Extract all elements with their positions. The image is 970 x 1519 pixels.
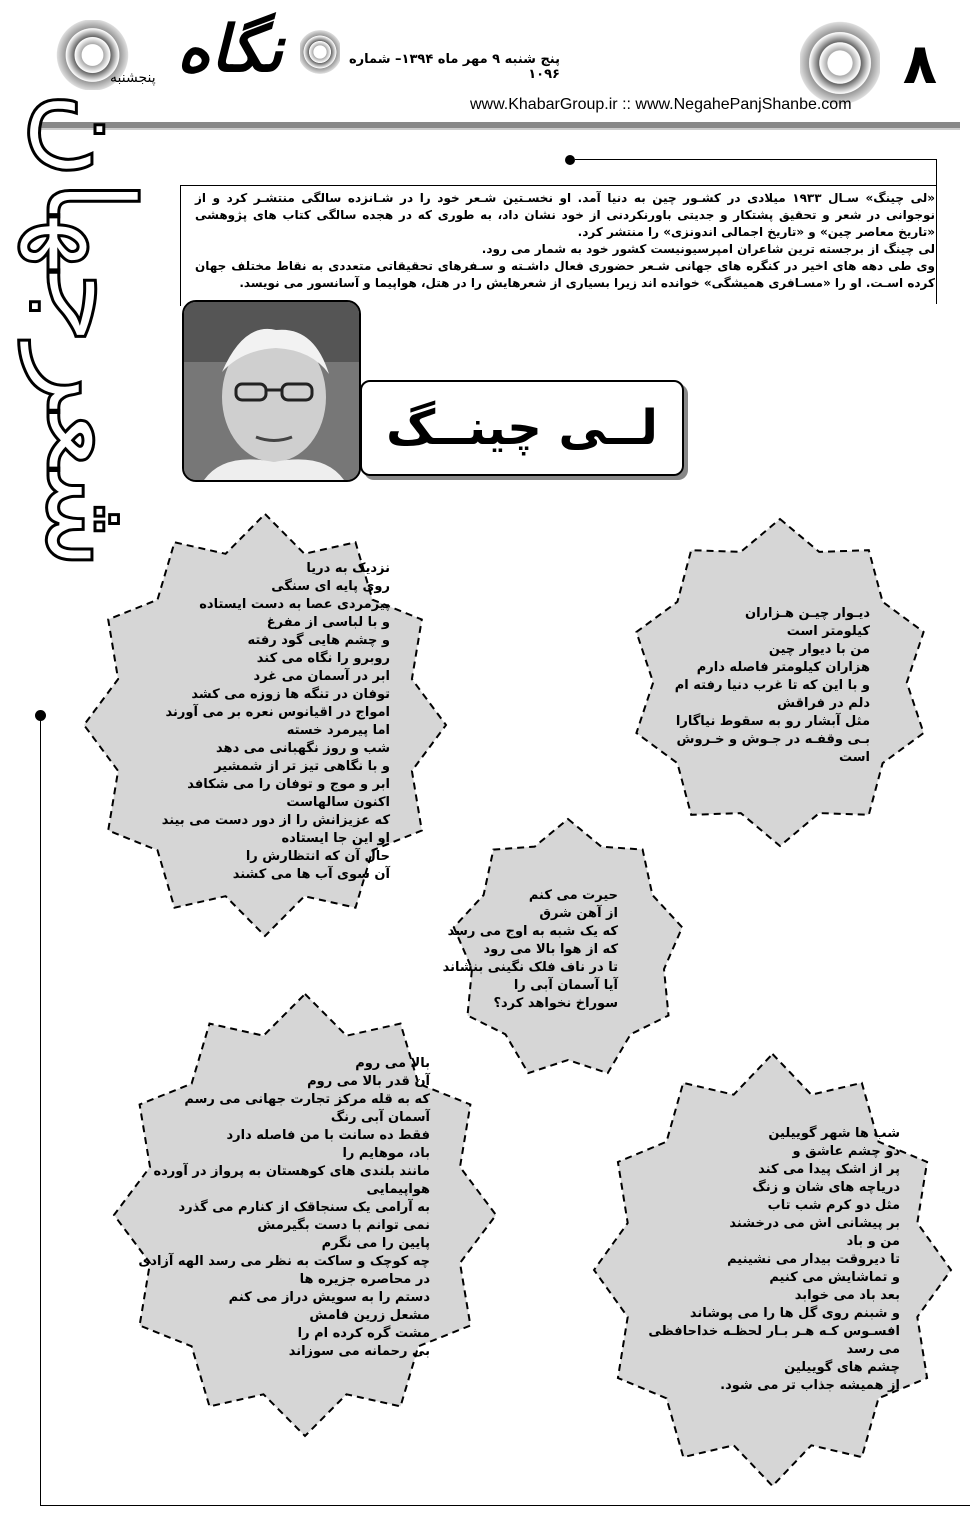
frame-left-rule bbox=[40, 715, 41, 1505]
poem-line: پایین را می نگرم bbox=[321, 1236, 430, 1251]
poem-line: تا در ناف فلک نگینی بنشاند bbox=[442, 960, 618, 975]
poem-line: که از هوا بالا می رود bbox=[483, 942, 618, 957]
poem-line: به آرامی یک سنجاقک از کنارم می گذرد bbox=[178, 1200, 430, 1215]
poem-line: دلم در فراقش bbox=[777, 696, 870, 711]
poet-name: لــی چینــگ bbox=[360, 380, 684, 476]
poem-line: نزدیک به دریا bbox=[306, 561, 390, 576]
poem-line: و با لباسی از مفرغ bbox=[266, 615, 390, 630]
intro-text bbox=[195, 190, 935, 292]
poem-4 bbox=[138, 1055, 430, 1361]
poem-line: هواپیمایی bbox=[366, 1182, 430, 1197]
masthead-logo: نگاه bbox=[176, 12, 284, 87]
poem-line: که عزیزانش را از دور دست می بیند bbox=[161, 813, 390, 828]
poem-line: تا دیروقت بیدار می نشینیم bbox=[727, 1252, 900, 1267]
poem-line: بالا می روم bbox=[355, 1056, 430, 1071]
poem-line: آن قدر بالا می روم bbox=[307, 1074, 430, 1089]
poem-line: مثل دو کرم شب تاب bbox=[767, 1198, 900, 1213]
header-rule-thin bbox=[40, 128, 960, 130]
poem-line: مشت گره کرده ام را bbox=[297, 1326, 430, 1341]
frame-bottom-rule bbox=[40, 1505, 970, 1506]
intro-paragraph: «لی چینگ» سـال ۱۹۳۳ میلادی در کشـور چین به دنیا آمد. او نخسـتین شـعر خود را در شـانزده سالگی منتشـر کرد و از نوجوانی در شعر و تحقیق پشتکار و جدیتی باورنکردنی از خود نشان داد، به طوری که در هجده سالگی کتاب های پژوهشی «تاریخ معاصر چین» و «تاریخ اجمالی اندونزی» را منتشر کرد. bbox=[195, 191, 935, 239]
poem-line: مثل آبشار رو به سقوط نیاگارا bbox=[675, 714, 870, 729]
poem-line: آسمان آبی رنگ bbox=[330, 1110, 430, 1125]
poem-line: و با نگاهی تیز تر از شمشیر bbox=[214, 759, 390, 774]
poem-2 bbox=[675, 605, 870, 767]
portrait-photo bbox=[184, 302, 359, 480]
intro-dot bbox=[565, 155, 575, 165]
poem-line: بر پیشانی اش می درخشند bbox=[729, 1216, 900, 1231]
poem-line: روبرو را نگاه می کند bbox=[256, 651, 390, 666]
poem-star-2 bbox=[625, 515, 935, 850]
intro-top-line bbox=[575, 159, 937, 160]
poem-1 bbox=[162, 560, 390, 884]
poem-line: پر از اشک پیدا می کند bbox=[758, 1162, 900, 1177]
issue-line: پنج شنبه ۹ مهر ماه ۱۳۹۴– شماره ۱۰۹۶ bbox=[348, 52, 560, 82]
poem-line: آن سوی آب ها می کشند bbox=[232, 867, 390, 882]
poem-line: چشم های گوییلین bbox=[784, 1360, 900, 1375]
poem-line: او این جا ایستاده bbox=[281, 831, 390, 846]
poem-line: حال آن که انتظارش را bbox=[245, 849, 390, 864]
poem-line: که یک شبه به اوج می رسد bbox=[447, 924, 618, 939]
poem-line: آیا آسمان آبی را bbox=[513, 978, 618, 993]
poem-line: بعد باد می خوابد bbox=[794, 1288, 900, 1303]
poem-line: ابر در آسمان می غرد bbox=[253, 669, 390, 684]
poem-line: حیرت می کنم bbox=[528, 888, 618, 903]
intro-paragraph: لی چینگ از برجسته ترین شاعران امپرسیونیست کشور خود به شمار می رود. bbox=[481, 242, 935, 256]
poem-line: نمی توانم با دست بگیرمش bbox=[257, 1218, 430, 1233]
poet-portrait bbox=[182, 300, 361, 482]
poem-line: در محاصره جزیره ها bbox=[299, 1272, 430, 1287]
poem-star-5 bbox=[590, 1050, 955, 1490]
poem-star-1 bbox=[80, 510, 450, 940]
page-number: ۸ bbox=[902, 32, 938, 97]
masthead-subtitle: پنجشنبه bbox=[110, 70, 156, 86]
poem-line: چه کوچک و ساکت به نظر می رسد الهه آزادی bbox=[138, 1254, 430, 1269]
poem-line: هزاران کیلومتر فاصله دارم bbox=[696, 660, 870, 675]
poem-line: دیـوار چیـن هـزاران bbox=[745, 606, 870, 621]
poem-line: و چشم هایی گود رفته bbox=[247, 633, 390, 648]
poem-line: بی رحمانه می سوزاند bbox=[288, 1344, 430, 1359]
poem-line: و تماشایش می کنیم bbox=[769, 1270, 900, 1285]
poem-line: از همیشه جذاب تر می شود. bbox=[720, 1378, 900, 1393]
poem-line: افسـوس کـه هـر بـار لحظـه خداحافظی bbox=[648, 1324, 900, 1339]
poem-line: دو چشم عاشق و bbox=[792, 1144, 900, 1159]
poem-line: امواج در اقیانوس نعره بر می آورند bbox=[165, 705, 390, 720]
poem-line: کیلومتر است bbox=[786, 624, 870, 639]
poem-line: اکنون سالهاست bbox=[286, 795, 390, 810]
poem-line: از آهن شرق bbox=[539, 906, 618, 921]
poem-line: روی پایه ای سنگی bbox=[271, 579, 390, 594]
poem-line: مشعل زرین فامش bbox=[309, 1308, 430, 1323]
poem-line: و با این که تا غرب دنیا رفته ام bbox=[674, 678, 870, 693]
poem-line: ابر و موج و توفان را می شکافد bbox=[187, 777, 390, 792]
poem-line: دستم را به سویش دراز می کنم bbox=[228, 1290, 430, 1305]
poem-line: می رسد bbox=[846, 1342, 900, 1357]
poem-line: است bbox=[838, 750, 870, 765]
poem-line: باد، موهایم را bbox=[342, 1146, 430, 1161]
poem-line: دریاچه های شان و زنگ bbox=[752, 1180, 900, 1195]
poem-line: مانند بلندی های کوهستان به پرواز در آورده bbox=[153, 1164, 430, 1179]
website-urls: www.KhabarGroup.ir :: www.NegahePanjShanbe.com bbox=[470, 96, 852, 113]
poem-line: من و باد bbox=[846, 1234, 900, 1249]
poem-line: من با دیوار چین bbox=[768, 642, 870, 657]
poem-line: و شبنم روی گل ها را می پوشاند bbox=[689, 1306, 900, 1321]
intro-paragraph: وی طی دهه های اخیر در کنگره های جهانی شـعر حضوری فعال داشـته و سـفرهای تحقیقاتی متعددی به نقاط مختلف جهان کرده اسـت. او را «مسـافری همیشگی» خوانده اند زیرا بسیاری از شعرهایش را در هتل، هواپیما و آسانسور می نویسد. bbox=[195, 259, 935, 290]
poem-line: شب و روز نگهبانی می دهد bbox=[216, 741, 390, 756]
poem-line: اما پیرمرد خسته bbox=[286, 723, 390, 738]
poem-line: که به قله مرکز تجارت جهانی می رسم bbox=[184, 1092, 430, 1107]
section-title: شعرجهان bbox=[19, 91, 158, 570]
poem-line: بـی وقفـه در جـوش و خـروش bbox=[676, 732, 870, 747]
poem-line: پیرمردی عصا به دست ایستاده bbox=[199, 597, 390, 612]
poem-line: توفان در تنگه ها زوزه می کشد bbox=[191, 687, 390, 702]
poem-star-4 bbox=[110, 990, 500, 1440]
poem-line: سوراخ نخواهد کرد؟ bbox=[493, 996, 618, 1011]
poem-line: فقط ده سانت با من فاصله دارد bbox=[226, 1128, 430, 1143]
poem-line: شب ها شهر گوییلین bbox=[768, 1126, 900, 1141]
poem-5 bbox=[648, 1125, 900, 1395]
